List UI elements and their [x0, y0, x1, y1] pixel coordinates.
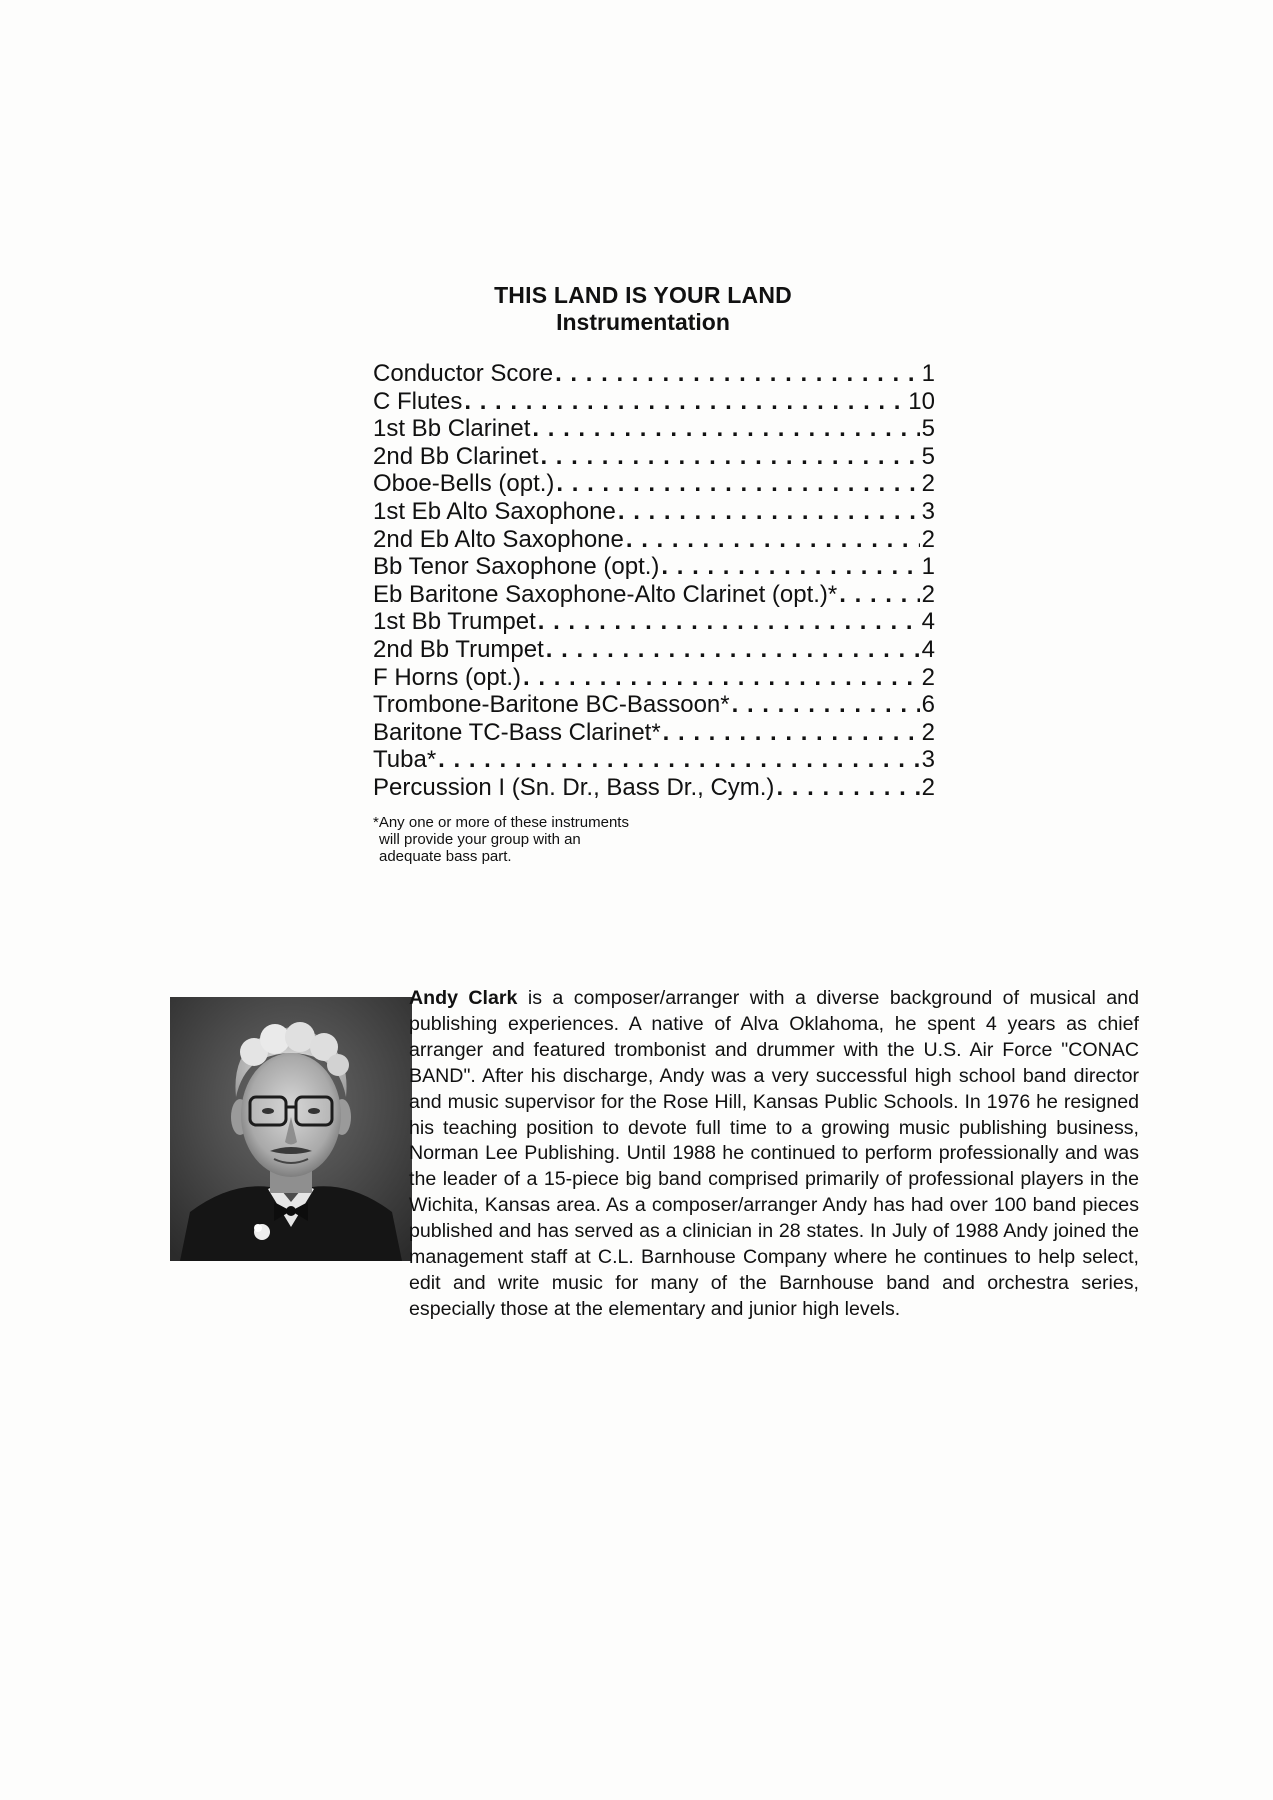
page-title: THIS LAND IS YOUR LAND [494, 282, 792, 308]
instrument-name: Conductor Score [373, 360, 554, 387]
instrument-name: Percussion I (Sn. Dr., Bass Dr., Cym.) [373, 773, 775, 801]
instrument-name: 1st Eb Alto Saxophone [373, 497, 616, 525]
footnote-line: will provide your group with an [379, 831, 581, 848]
instrument-name: Oboe-Bells (opt.) [373, 470, 555, 498]
dot-leader [555, 360, 920, 388]
dot-leader [732, 691, 920, 719]
instrument-count: 6 [921, 691, 935, 719]
instrument-count: 1 [921, 360, 935, 387]
dot-leader [546, 636, 920, 664]
dot-leader [523, 664, 920, 692]
page-subtitle: Instrumentation [556, 309, 730, 335]
instrument-name: 2nd Bb Trumpet [373, 635, 544, 663]
dot-leader [661, 553, 919, 581]
instrument-count: 2 [921, 663, 935, 691]
instrument-row [373, 608, 935, 636]
instrument-count: 2 [921, 773, 935, 801]
instrument-name: Eb Baritone Saxophone-Alto Clarinet (opt.)* [373, 580, 838, 608]
footnote-line: *Any one or more of these instruments [373, 814, 629, 831]
instrument-row [373, 719, 935, 747]
instrument-name: 1st Bb Clarinet [373, 415, 531, 443]
dot-leader [626, 526, 920, 554]
instrument-row [373, 664, 935, 692]
instrument-name: 1st Bb Trumpet [373, 608, 536, 636]
biography-text: is a composer/arranger with a diverse background of musical and publishing experiences. A native of Alva Oklahoma, he spent 4 years as chief arranger and featured trombonist and drummer with the U.S. Air Force "CONAC BAND". After his discharge, Andy was a very successful high school band director and music supervisor for the Rose Hill, Kansas Public Schools. In 1976 he resigned his teaching position to devote full time to a growing music publishing business, Norman Lee Publishing. Until 1988 he continued to perform professionally and was the leader of a 15-piece big band comprised primarily of professional players in the Wichita, Kansas area. As a composer/arranger Andy has had over 100 band pieces published and has served as a clinician in 28 states. In July of 1988 Andy joined the management staff at C.L. Barnhouse Company where he continues to help select, edit and write music for many of the Barnhouse band and orchestra series, especially those at the elementary and junior high levels. [409, 987, 1139, 1320]
instrument-row [373, 498, 935, 526]
instrument-count: 4 [921, 608, 935, 636]
instrument-row [373, 526, 935, 554]
instrument-name: Trombone-Baritone BC-Bassoon* [373, 691, 730, 719]
footnote-line: adequate bass part. [379, 848, 512, 865]
composer-portrait-photo [170, 997, 412, 1261]
instrument-count: 3 [921, 497, 935, 525]
instrument-row [373, 691, 935, 719]
instrument-count: 5 [921, 415, 935, 443]
instrument-row [373, 746, 935, 774]
composer-biography [409, 986, 1139, 1323]
instrument-row [373, 415, 935, 443]
instrument-row [373, 636, 935, 664]
dot-leader [438, 746, 919, 774]
instrument-count: 5 [921, 442, 935, 470]
instrument-row [373, 553, 935, 581]
instrument-name: C Flutes [373, 387, 463, 415]
instrumentation-list [373, 360, 935, 802]
instrument-row [373, 388, 935, 416]
dot-leader [618, 498, 920, 526]
dot-leader [538, 608, 920, 636]
instrument-row [373, 581, 935, 609]
instrument-count: 2 [921, 580, 935, 608]
instrument-name: Bb Tenor Saxophone (opt.) [373, 553, 660, 581]
dot-leader [532, 415, 919, 443]
instrument-count: 2 [921, 718, 935, 746]
instrument-name: 2nd Bb Clarinet [373, 442, 539, 470]
instrument-row [373, 443, 935, 471]
instrument-count: 1 [921, 553, 935, 581]
dot-leader [839, 581, 919, 609]
title-block [373, 282, 913, 336]
instrument-name: F Horns (opt.) [373, 663, 522, 691]
composer-name: Andy Clark [409, 987, 518, 1009]
dot-leader [464, 388, 906, 416]
dot-leader [663, 719, 920, 747]
instrument-name: Baritone TC-Bass Clarinet* [373, 718, 661, 746]
instrument-count: 2 [921, 470, 935, 498]
dot-leader [776, 774, 919, 802]
instrument-row [373, 470, 935, 498]
instrument-count: 3 [921, 746, 935, 774]
dot-leader [556, 470, 919, 498]
instrument-row [373, 774, 935, 802]
bass-part-footnote [373, 814, 733, 865]
instrument-name: Tuba* [373, 746, 437, 774]
dot-leader [540, 443, 919, 471]
instrument-name: 2nd Eb Alto Saxophone [373, 525, 624, 553]
instrument-count: 4 [921, 635, 935, 663]
instrument-count: 10 [908, 387, 935, 415]
instrument-count: 2 [921, 525, 935, 553]
portrait-image [170, 997, 412, 1261]
instrument-row [373, 360, 935, 388]
